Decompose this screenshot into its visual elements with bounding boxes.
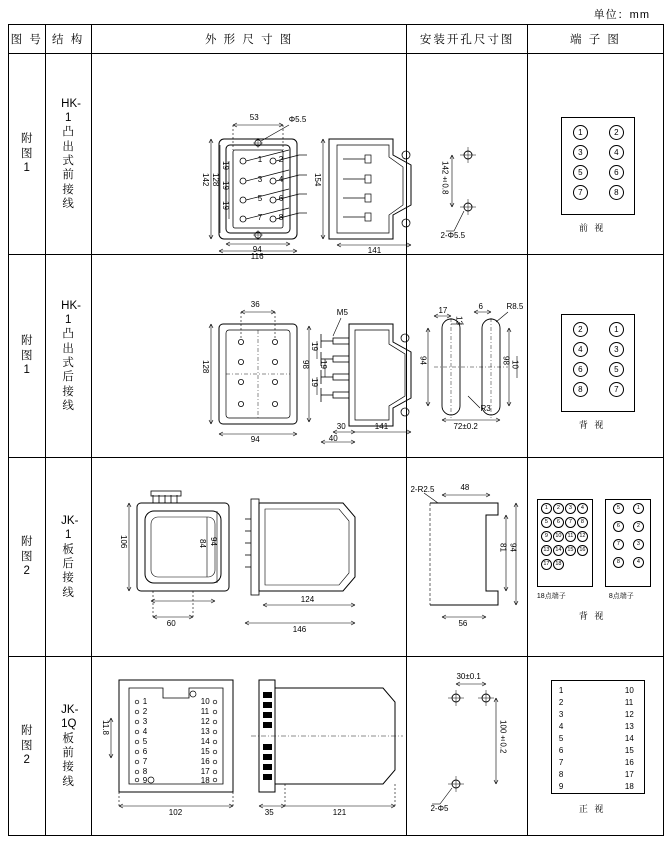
r1-term-4: 4 <box>609 145 624 160</box>
r4-pin-r-17: 17 <box>200 767 210 776</box>
row2-mounting <box>407 255 527 458</box>
r4-term-6: 6 <box>558 746 564 755</box>
r3-mount-2r25: 2-R2.5 <box>410 485 435 494</box>
r4-dim-118: 11.8 <box>100 720 110 735</box>
row1-structure <box>45 54 91 255</box>
r2-dim-98: 98 <box>300 360 310 369</box>
r3-t18-6: 6 <box>553 517 564 528</box>
r2-term-2: 2 <box>573 322 588 337</box>
header-mounting: 安装开孔尺寸图 <box>407 25 527 54</box>
r4-term-18: 18 <box>624 782 634 791</box>
row1-mounting-drawing <box>408 55 528 253</box>
r2-dim-94: 94 <box>250 435 260 444</box>
r4-term-5: 5 <box>558 734 564 743</box>
row3-structure-text: JK-1 板后接线 <box>61 514 79 599</box>
row4-outline-drawing <box>93 658 413 834</box>
r3-t8-7: 7 <box>613 539 624 550</box>
r4-dim-121: 121 <box>332 808 347 817</box>
r3-t18-14: 14 <box>553 545 564 556</box>
row3-outline-drawing <box>93 459 413 655</box>
r4-term-9: 9 <box>558 782 564 791</box>
row4-outline <box>91 657 407 836</box>
row3-fig-no-text: 附 图 2 <box>21 536 33 578</box>
r3-t18-17: 17 <box>541 559 552 570</box>
row1-outline <box>91 54 407 261</box>
r4-pin-r-11: 11 <box>200 707 210 716</box>
r4-pin-r-10: 10 <box>200 697 210 706</box>
r2-term-8: 8 <box>573 382 588 397</box>
r4-mount-100: 100±0.2 <box>498 720 508 754</box>
r3-terminal-caption: 背 视 <box>578 611 606 621</box>
r4-term-4: 4 <box>558 722 564 731</box>
row3-structure <box>45 458 91 657</box>
r3-t8-4: 4 <box>633 557 644 568</box>
r1-dim-19c: 19 <box>220 201 230 210</box>
row2-structure <box>45 255 91 458</box>
row3-fig-no <box>9 458 46 657</box>
row4-terminal <box>527 657 663 836</box>
r3-t18-13: 13 <box>541 545 552 556</box>
r3-dim-124: 124 <box>300 595 315 604</box>
row2-terminal <box>527 255 663 458</box>
r4-term-7: 7 <box>558 758 564 767</box>
r3-t18-5: 5 <box>541 517 552 528</box>
r4-term-10: 10 <box>624 686 634 695</box>
unit-note: 单位：mm <box>593 9 650 21</box>
table-header-row <box>9 25 664 54</box>
r2-term-4: 4 <box>573 342 588 357</box>
r3-mount-94: 94 <box>508 543 518 552</box>
r2-term-6: 6 <box>573 362 588 377</box>
r4-term-14: 14 <box>624 734 634 743</box>
row1-terminal <box>527 54 663 255</box>
r1-terminal-caption: 前 视 <box>578 223 606 233</box>
dimension-table <box>8 24 664 836</box>
row4-structure-text: JK-1Q 板前接线 <box>61 703 79 788</box>
header-outline: 外 形 尺 寸 图 <box>91 25 407 54</box>
r2-term-5: 5 <box>609 362 624 377</box>
r4-terminal-caption: 正 视 <box>578 804 606 814</box>
row4-mounting-drawing <box>408 658 528 834</box>
r4-mount-2phi5: 2-Φ5 <box>430 804 449 813</box>
r2-mount-6: 6 <box>478 302 483 311</box>
r3-mount-56: 56 <box>458 619 468 628</box>
r2-dim-19a: 19 <box>309 342 319 351</box>
r3-t18-16: 16 <box>577 545 588 556</box>
r2-term-3: 3 <box>609 342 624 357</box>
r1-pin-6: 6 <box>278 194 284 203</box>
row1-fig-no <box>9 54 46 255</box>
r4-mount-30: 30±0.1 <box>456 672 481 681</box>
r4-pin-l-3: 3 <box>142 717 148 726</box>
r3-t18-2: 2 <box>553 503 564 514</box>
r4-dim-102: 102 <box>168 808 183 817</box>
r1-mount-dim-hole: 2-Φ5.5 <box>440 231 466 240</box>
r3-t18-4: 4 <box>577 503 588 514</box>
r1-mount-dim-142: 142±0.8 <box>440 161 450 195</box>
r4-term-15: 15 <box>624 746 634 755</box>
r4-pin-r-13: 13 <box>200 727 210 736</box>
r1-dim-116: 116 <box>250 252 264 261</box>
row2-fig-no <box>9 255 46 458</box>
r3-t18-8: 8 <box>577 517 588 528</box>
r3-t8-2: 2 <box>633 521 644 532</box>
r4-term-16: 16 <box>624 758 634 767</box>
row2-fig-no-text: 附 图 1 <box>21 335 33 377</box>
table-row <box>9 458 664 657</box>
r3-t18-3: 3 <box>565 503 576 514</box>
r3-group-label-8: 8点端子 <box>608 593 634 600</box>
r4-term-11: 11 <box>624 698 634 707</box>
row3-mounting <box>407 458 527 657</box>
r1-pin-7: 7 <box>257 213 263 222</box>
r3-t18-10: 10 <box>553 531 564 542</box>
r4-pin-l-4: 4 <box>142 727 148 736</box>
r1-dim-142: 142 <box>200 173 210 187</box>
r4-dim-35: 35 <box>264 808 274 817</box>
r4-term-12: 12 <box>624 710 634 719</box>
r2-mount-r85: R8.5 <box>506 302 524 311</box>
r1-term-1: 1 <box>573 125 588 140</box>
r1-dim-19a: 19 <box>220 161 230 170</box>
r3-t8-5: 5 <box>613 503 624 514</box>
r1-term-3: 3 <box>573 145 588 160</box>
row1-outline-drawing <box>93 55 413 253</box>
r4-pin-l-5: 5 <box>142 737 148 746</box>
r2-mount-94: 94 <box>418 356 428 365</box>
r3-dim-84: 84 <box>197 539 207 548</box>
r3-t18-1: 1 <box>541 503 552 514</box>
row2-outline <box>91 255 407 458</box>
r3-terminal-frame-8 <box>605 499 651 587</box>
r2-dim-141: 141 <box>374 422 389 431</box>
r4-pin-l-8: 8 <box>142 767 148 776</box>
r2-dim-128: 128 <box>200 360 210 374</box>
r1-pin-5: 5 <box>257 194 263 203</box>
r2-mount-17: 17 <box>438 306 448 315</box>
row3-outline <box>91 458 407 657</box>
row1-mounting <box>407 54 527 255</box>
r2-terminal-caption: 背 视 <box>578 420 606 430</box>
r4-pin-l-7: 7 <box>142 757 148 766</box>
r3-t18-9: 9 <box>541 531 552 542</box>
r3-t8-3: 3 <box>633 539 644 550</box>
r3-mount-81: 81 <box>498 543 508 552</box>
r1-dim-128: 128 <box>210 173 220 187</box>
r4-pin-r-16: 16 <box>200 757 210 766</box>
r2-dim-36: 36 <box>250 300 260 309</box>
r1-term-2: 2 <box>609 125 624 140</box>
r1-term-5: 5 <box>573 165 588 180</box>
r1-term-8: 8 <box>609 185 624 200</box>
r2-mount-10: 10 <box>510 360 520 369</box>
r1-pin-4: 4 <box>278 175 284 184</box>
r4-term-2: 2 <box>558 698 564 707</box>
r1-dim-phi55: Φ5.5 <box>288 115 307 124</box>
r3-dim-146: 146 <box>292 625 307 634</box>
r1-pin-3: 3 <box>257 175 263 184</box>
r1-dim-141: 141 <box>367 246 382 255</box>
r1-dim-94: 94 <box>252 245 262 254</box>
r4-term-17: 17 <box>624 770 634 779</box>
r1-dim-19b: 19 <box>220 181 230 190</box>
r3-t8-8: 8 <box>613 557 624 568</box>
r3-t8-6: 6 <box>613 521 624 532</box>
r1-term-6: 6 <box>609 165 624 180</box>
table-row <box>9 657 664 836</box>
r3-t18-7: 7 <box>565 517 576 528</box>
row2-structure-text: HK-1 凸出式后接线 <box>61 299 81 413</box>
header-fig-no: 图 号 <box>9 25 46 54</box>
r4-pin-l-6: 6 <box>142 747 148 756</box>
r1-pin-2: 2 <box>278 155 284 164</box>
r4-term-3: 3 <box>558 710 564 719</box>
r4-pin-l-9: 9 <box>142 776 148 785</box>
row4-mounting <box>407 657 527 836</box>
r4-pin-r-12: 12 <box>200 717 210 726</box>
row1-fig-no-text: 附 图 1 <box>21 133 33 175</box>
r2-mount-13: 13 <box>454 316 464 325</box>
table-row <box>9 255 664 458</box>
r2-dim-19b: 19 <box>318 360 328 369</box>
r3-t18-11: 11 <box>565 531 576 542</box>
r4-pin-l-2: 2 <box>142 707 148 716</box>
r2-mount-r3: R3 <box>480 404 491 413</box>
r2-dim-40: 40 <box>328 434 338 443</box>
r1-dim-154: 154 <box>312 173 322 187</box>
r2-dim-19c: 19 <box>309 378 319 387</box>
row3-terminal <box>527 458 663 657</box>
r4-term-8: 8 <box>558 770 564 779</box>
r3-t8-1: 1 <box>633 503 644 514</box>
r4-pin-r-18: 18 <box>200 776 210 785</box>
r3-dim-106: 106 <box>118 535 128 549</box>
r3-t18-15: 15 <box>565 545 576 556</box>
r1-dim-53: 53 <box>249 113 259 122</box>
r4-pin-l-1: 1 <box>142 697 148 706</box>
r2-dim-m5: M5 <box>336 308 348 317</box>
row4-fig-no-text: 附 图 2 <box>21 725 33 767</box>
row2-outline-drawing <box>93 256 413 456</box>
r3-group-label-18: 18点端子 <box>536 593 566 600</box>
r3-mount-48: 48 <box>460 483 470 492</box>
header-terminal: 端 子 图 <box>527 25 663 54</box>
header-structure: 结 构 <box>45 25 91 54</box>
r1-pin-8: 8 <box>278 213 284 222</box>
r3-t18-12: 12 <box>577 531 588 542</box>
r1-pin-1: 1 <box>257 155 263 164</box>
r2-term-1: 1 <box>609 322 624 337</box>
r1-term-7: 7 <box>573 185 588 200</box>
r4-term-13: 13 <box>624 722 634 731</box>
table-row <box>9 54 664 255</box>
r3-t18-18: 18 <box>553 559 564 570</box>
r3-dim-60: 60 <box>166 619 176 628</box>
r2-term-7: 7 <box>609 382 624 397</box>
row1-structure-text: HK-1 凸出式前接线 <box>61 97 81 211</box>
r4-pin-r-15: 15 <box>200 747 210 756</box>
row4-structure <box>45 657 91 836</box>
r4-term-1: 1 <box>558 686 564 695</box>
r2-dim-30: 30 <box>336 422 346 431</box>
row4-fig-no <box>9 657 46 836</box>
r3-dim-94: 94 <box>208 537 218 546</box>
r2-mount-72: 72±0.2 <box>453 422 478 431</box>
r2-mount-98: 98 <box>501 356 511 365</box>
r4-pin-r-14: 14 <box>200 737 210 746</box>
